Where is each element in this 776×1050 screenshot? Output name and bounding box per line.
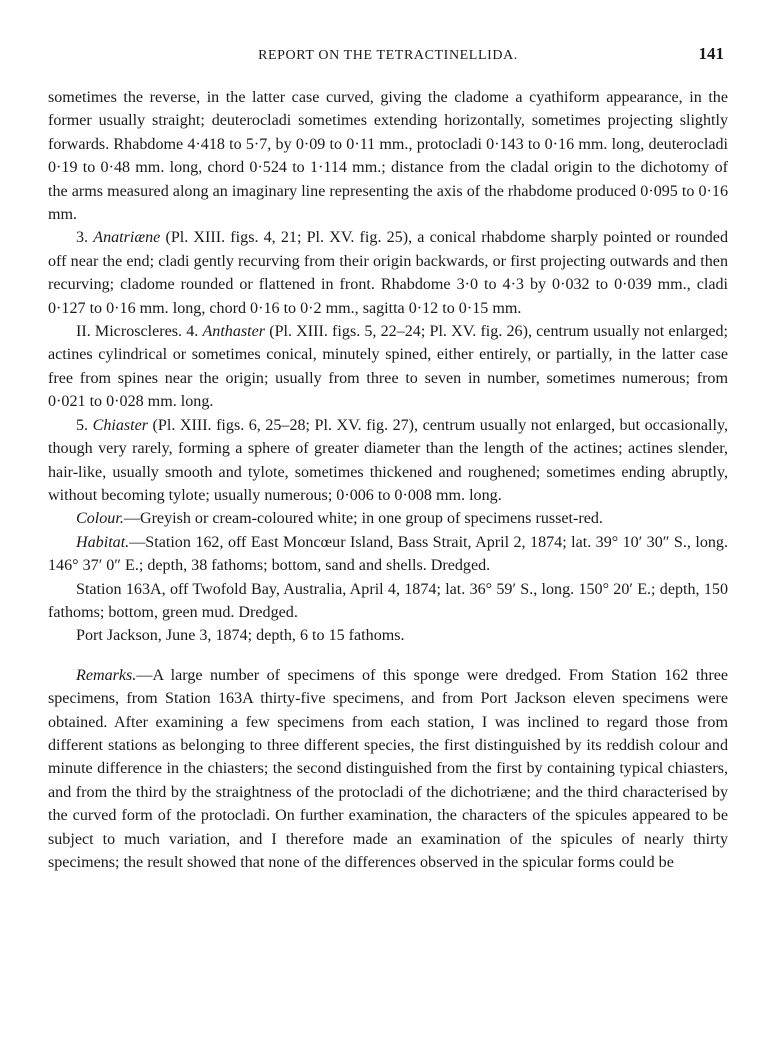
- chiaster-description: (Pl. XIII. figs. 6, 25–28; Pl. XV. fig. 27), centrum usually not enlarged, but occasionally, though very rarely, forming a sphere of greater diameter than the length of the actines; actines slender, hair-like, usually smooth and tylote, sometimes thickened and roughened; sometimes ending abruptly, without becoming tylote; usually numerous; 0·006 to 0·008 mm. long.: [48, 416, 729, 504]
- colour-label: Colour.: [76, 510, 124, 528]
- running-title: REPORT ON THE TETRACTINELLIDA.: [258, 48, 518, 63]
- term-anatriaene: Anatriæne: [93, 229, 161, 247]
- running-head: [48, 44, 728, 68]
- anthaster-description: (Pl. XIII. figs. 5, 22–24; Pl. XV. fig. 26), centrum usually not enlarged; actines cylindrical or sometimes conical, minutely spined, either entirely, or partially, in the latter case free from spines near the origin; usually from three to seven in number, sometimes numerous; from 0·021 to 0·028 mm. long.: [48, 323, 729, 411]
- anatriaene-description: (Pl. XIII. figs. 4, 21; Pl. XV. fig. 25), a conical rhabdome sharply pointed or rounded off near the end; cladi gently recurving from their origin backwards, or first projecting outwards and then recurving; cladome rounded or flattened in front. Rhabdome 3·0 to 4·3 by 0·032 to 0·039 mm., cladi 0·127 to 0·16 mm. long, chord 0·16 to 0·2 mm., sagitta 0·12 to 0·15 mm.: [48, 229, 728, 317]
- item-number: 3.: [76, 229, 94, 247]
- page-number: 141: [698, 44, 724, 63]
- remarks-label: Remarks.: [76, 666, 137, 684]
- paragraph-colour: [48, 507, 728, 530]
- term-anthaster: Anthaster: [202, 323, 266, 341]
- term-chiaster: Chiaster: [92, 416, 149, 434]
- habitat-text: —Station 162, off East Moncœur Island, Bass Strait, April 2, 1874; lat. 39° 10′ 30″ S., long. 146° 37′ 0″ E.; depth, 38 fathoms; bottom, sand and shells. Dredged.: [48, 533, 728, 575]
- paragraph-dichotriaene-continued: sometimes the reverse, in the latter case curved, giving the cladome a cyathiform appearance, in the former usually straight; deuterocladi sometimes extending horizontally, sometimes projecting slightly forwards. Rhabdome 4·418 to 5·7, by 0·09 to 0·11 mm., protocladi 0·143 to 0·16 mm. long, deuterocladi 0·19 to 0·48 mm. long, chord 0·524 to 1·114 mm.; distance from the cladal origin to the dichotomy of the arms measured along an imaginary line representing the axis of the rhabdome produced 0·095 to 0·16 mm.: [48, 89, 728, 224]
- paragraph-port-jackson: Port Jackson, June 3, 1874; depth, 6 to 15 fathoms.: [76, 627, 405, 645]
- item-number: II. Microscleres. 4.: [76, 323, 203, 341]
- remarks-text: —A large number of specimens of this sponge were dredged. From Station 162 three specimens, from Station 163A thirty-five specimens, and from Port Jackson eleven specimens were obtained. After examining a few specimens from each station, I was inclined to regard those from different stations as belonging to three different species, the first distinguished by its reddish colour and minute difference in the chiasters; the second distinguished from the first by containing typical chiasters, and from the third by the straightness of the protocladi of the dichotriæne; and the third characterised by the curved form of the protocladi. On further examination, the characters of the spicules appeared to be subject to much variation, and I therefore made an examination of the spicules of nearly thirty specimens; the result showed that none of the differences observed in the spicular forms could be: [48, 666, 728, 871]
- paragraph-chiaster: [48, 414, 728, 508]
- item-number: 5.: [76, 416, 93, 434]
- colour-text: —Greyish or cream-coloured white; in one group of specimens russet-red.: [123, 510, 603, 528]
- page: [48, 44, 728, 874]
- paragraph-remarks: [48, 664, 728, 875]
- paragraph-anthaster: [48, 320, 728, 414]
- paragraph-station-163a: Station 163A, off Twofold Bay, Australia, April 4, 1874; lat. 36° 59′ S., long. 150° 20′ E.; depth, 150 fathoms; bottom, green mud. Dredged.: [48, 580, 728, 621]
- paragraph-habitat: [48, 531, 728, 578]
- paragraph-anatriaene: [48, 226, 728, 320]
- habitat-label: Habitat.: [76, 533, 130, 551]
